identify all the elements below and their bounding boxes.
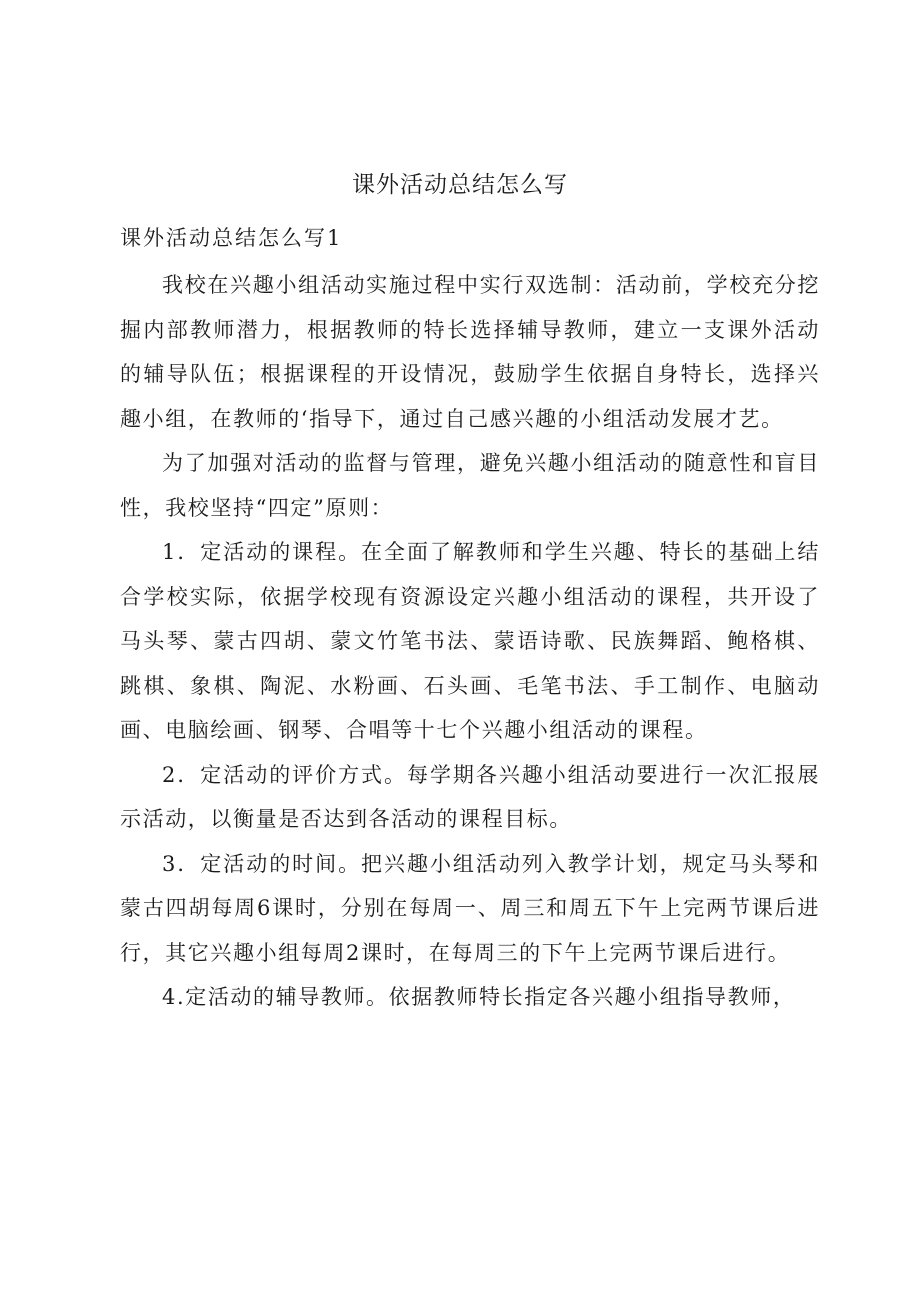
paragraph-four-principles-intro: 为了加强对活动的监督与管理，避免兴趣小组活动的随意性和盲目性，我校坚持“四定”原则： <box>120 451 820 520</box>
section-heading: 课外活动总结怎么写1 <box>120 226 343 250</box>
paragraph-principle-courses: 1．定活动的课程。在全面了解教师和学生兴趣、特长的基础上结合学校实际，依据学校现有资源设定兴趣小组活动的课程，共开设了马头琴、蒙古四胡、蒙文竹笔书法、蒙语诗歌、民族舞蹈、鲍格棋、跳棋、象棋、陶泥、水粉画、石头画、毛笔书法、手工制作、电脑动画、电脑绘画、钢琴、合唱等十七个兴趣小组活动的课程。 <box>120 540 820 742</box>
document-title: 课外活动总结怎么写 <box>352 172 568 198</box>
paragraph-principle-time: 3．定活动的时间。把兴趣小组活动列入教学计划，规定马头琴和蒙古四胡每周6课时，分别在每周一、周三和周五下午上完两节课后进行，其它兴趣小组每周2课时，在每周三的下午上完两节课后进行。 <box>120 851 820 965</box>
paragraph-double-selection: 我校在兴趣小组活动实施过程中实行双选制：活动前，学校充分挖掘内部教师潜力，根据教师的特长选择辅导教师，建立一支课外活动的辅导队伍；根据课程的开设情况，鼓励学生依据自身特长，选择兴趣小组，在教师的‘指导下，通过自己感兴趣的小组活动发展才艺。 <box>120 273 820 431</box>
body-text <box>120 263 820 1020</box>
paragraph-principle-evaluation: 2．定活动的评价方式。每学期各兴趣小组活动要进行一次汇报展示活动，以衡量是否达到各活动的课程目标。 <box>120 762 820 831</box>
paragraph-principle-teachers: 4.定活动的辅导教师。依据教师特长指定各兴趣小组指导教师， <box>162 985 796 1009</box>
